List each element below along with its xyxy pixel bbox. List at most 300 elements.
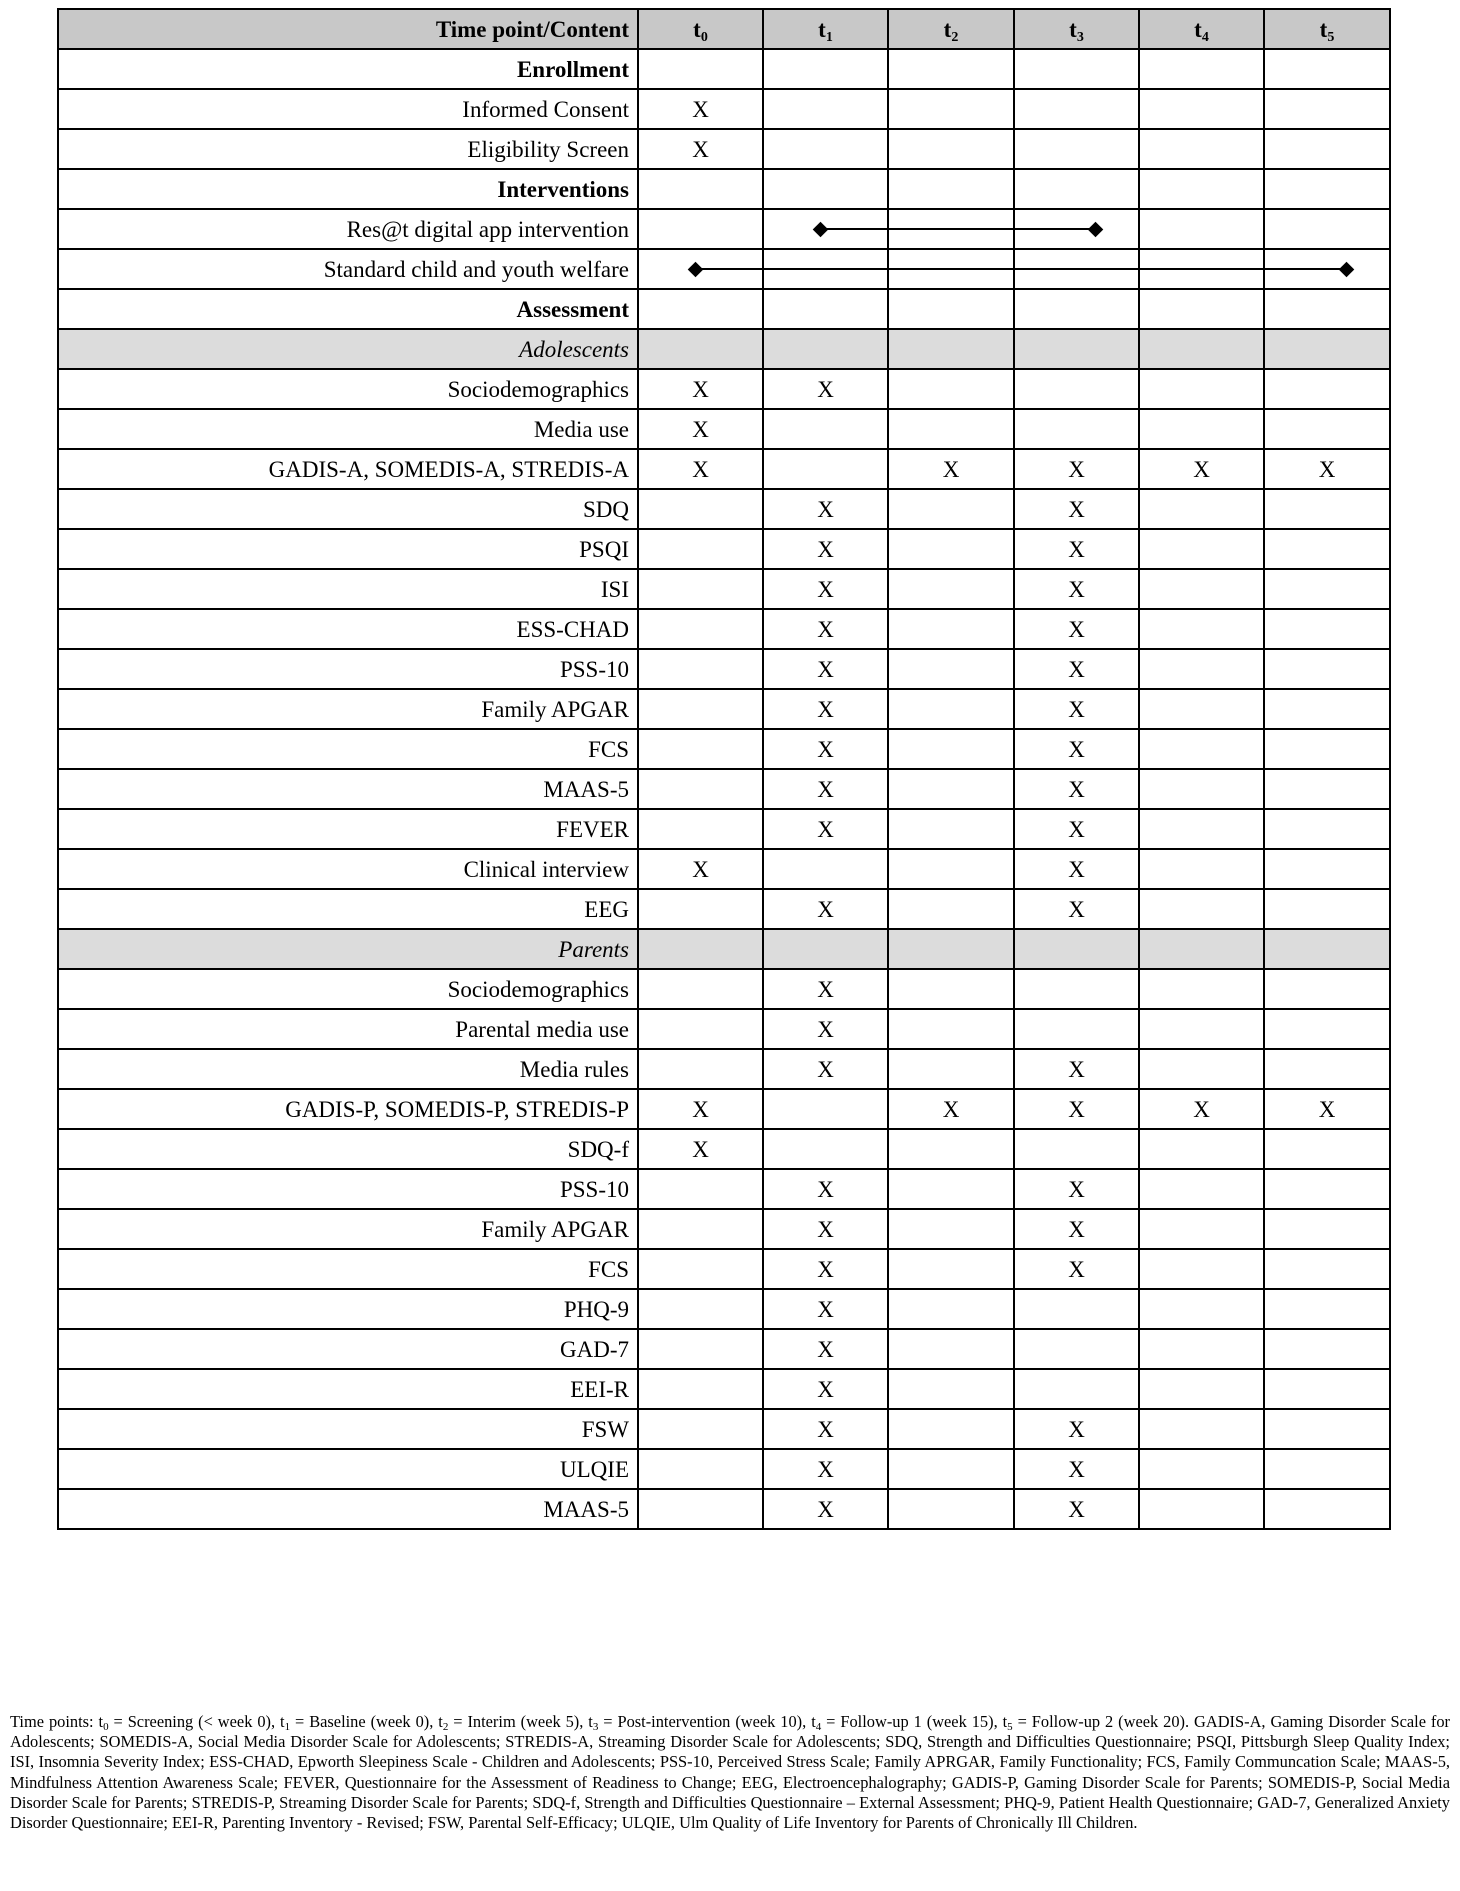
- mark-cell-t1: X: [763, 1289, 888, 1329]
- mark-cell-t2: [888, 89, 1014, 129]
- mark-cell-t4: [1139, 849, 1264, 889]
- mark-cell-t5: [1264, 1009, 1390, 1049]
- timepoint-base: t: [1319, 16, 1328, 42]
- mark-cell-t2: [888, 1329, 1014, 1369]
- mark-cell-t0: [638, 1049, 763, 1089]
- mark-cell-t1: [763, 289, 888, 329]
- mark-cell-t5: [1264, 1369, 1390, 1409]
- mark-cell-t0: [638, 809, 763, 849]
- mark-cell-t3: X: [1014, 529, 1139, 569]
- mark-cell-t3: X: [1014, 1209, 1139, 1249]
- mark-cell-t2: [888, 1049, 1014, 1089]
- header-timepoint-t0: [638, 9, 763, 49]
- table-row: [58, 1209, 1390, 1249]
- mark-cell-t3: X: [1014, 649, 1139, 689]
- mark-cell-t2: [888, 1369, 1014, 1409]
- mark-cell-t3: [1014, 129, 1139, 169]
- mark-cell-t3: [1014, 169, 1139, 209]
- definition-subscript: 3: [592, 1721, 599, 1733]
- table-row: [58, 649, 1390, 689]
- table-row: [58, 1089, 1390, 1129]
- mark-cell-t5: [1264, 1329, 1390, 1369]
- definition-base: t: [438, 1712, 443, 1731]
- item-label: Family APGAR: [58, 1209, 638, 1249]
- item-label: Parental media use: [58, 1009, 638, 1049]
- section-row: [58, 49, 1390, 89]
- mark-cell-t4: [1139, 769, 1264, 809]
- mark-cell-t3: X: [1014, 769, 1139, 809]
- item-label: Family APGAR: [58, 689, 638, 729]
- item-label: PHQ-9: [58, 1289, 638, 1329]
- mark-cell-t0: [638, 1009, 763, 1049]
- mark-cell-t1: X: [763, 1049, 888, 1089]
- mark-cell-t3: X: [1014, 1449, 1139, 1489]
- mark-cell-t5: [1264, 769, 1390, 809]
- mark-cell-t1: X: [763, 369, 888, 409]
- mark-cell-t3: [1014, 929, 1139, 969]
- mark-cell-t2: [888, 769, 1014, 809]
- timepoint-definition: [280, 1712, 438, 1731]
- item-label: SDQ: [58, 489, 638, 529]
- mark-cell-t4: [1139, 729, 1264, 769]
- mark-cell-t1: X: [763, 1409, 888, 1449]
- mark-cell-t1: [763, 929, 888, 969]
- definition-subscript: 1: [284, 1721, 291, 1733]
- mark-cell-t3: [1014, 1329, 1139, 1369]
- table-row: [58, 969, 1390, 1009]
- mark-cell-t2: [888, 289, 1014, 329]
- mark-cell-t0: [638, 49, 763, 89]
- mark-cell-t2: [888, 1009, 1014, 1049]
- item-label: Sociodemographics: [58, 969, 638, 1009]
- mark-cell-t3: X: [1014, 849, 1139, 889]
- timepoint-definition: [811, 1712, 1002, 1731]
- mark-cell-t5: X: [1264, 1089, 1390, 1129]
- mark-cell-t0: [638, 1289, 763, 1329]
- mark-cell-t1: [763, 169, 888, 209]
- definition-base: t: [588, 1712, 593, 1731]
- spirit-schedule-table: [57, 8, 1391, 1530]
- mark-cell-t0: [638, 329, 763, 369]
- mark-cell-t4: [1139, 1129, 1264, 1169]
- mark-cell-t5: [1264, 1049, 1390, 1089]
- mark-cell-t1: [763, 129, 888, 169]
- table-row: [58, 809, 1390, 849]
- mark-cell-t0: X: [638, 129, 763, 169]
- mark-cell-t3: X: [1014, 489, 1139, 529]
- header-timepoint-t4: [1139, 9, 1264, 49]
- mark-cell-t1: [763, 849, 888, 889]
- item-label: Media use: [58, 409, 638, 449]
- mark-cell-t2: [888, 49, 1014, 89]
- mark-cell-t2: [888, 489, 1014, 529]
- mark-cell-t0: X: [638, 1129, 763, 1169]
- mark-cell-t2: [888, 729, 1014, 769]
- mark-cell-t3: [1014, 1289, 1139, 1329]
- mark-cell-t5: [1264, 409, 1390, 449]
- mark-cell-t5: [1264, 529, 1390, 569]
- mark-cell-t0: [638, 729, 763, 769]
- table-row: [58, 1129, 1390, 1169]
- definition-text: = Follow-up 2 (week 20).: [1012, 1712, 1195, 1731]
- mark-cell-t0: [638, 1209, 763, 1249]
- definition-text: = Interim (week 5),: [448, 1712, 589, 1731]
- mark-cell-t5: [1264, 569, 1390, 609]
- mark-cell-t5: [1264, 969, 1390, 1009]
- section-label: Assessment: [58, 289, 638, 329]
- mark-cell-t2: X: [888, 1089, 1014, 1129]
- mark-cell-t1: X: [763, 649, 888, 689]
- mark-cell-t4: [1139, 1049, 1264, 1089]
- timeline-bar: [821, 228, 1096, 230]
- definition-subscript: 5: [1007, 1721, 1013, 1733]
- mark-cell-t4: [1139, 1249, 1264, 1289]
- item-label: SDQ-f: [58, 1129, 638, 1169]
- mark-cell-t3: [1014, 1369, 1139, 1409]
- item-label: Eligibility Screen: [58, 129, 638, 169]
- mark-cell-t3: [1014, 409, 1139, 449]
- item-label: Sociodemographics: [58, 369, 638, 409]
- definition-text: = Baseline (week 0),: [290, 1712, 439, 1731]
- mark-cell-t4: [1139, 1289, 1264, 1329]
- timepoint-subscript: 3: [1076, 29, 1084, 45]
- mark-cell-t4: [1139, 169, 1264, 209]
- header-content-label: Time point/Content: [58, 9, 638, 49]
- mark-cell-t1: X: [763, 729, 888, 769]
- timeline-bar: [696, 268, 1347, 270]
- table-row: [58, 849, 1390, 889]
- mark-cell-t2: [888, 889, 1014, 929]
- table-row: [58, 769, 1390, 809]
- mark-cell-t5: X: [1264, 449, 1390, 489]
- mark-cell-t2: [888, 609, 1014, 649]
- mark-cell-t0: [638, 569, 763, 609]
- mark-cell-t0: X: [638, 89, 763, 129]
- mark-cell-t0: [638, 209, 763, 249]
- header-timepoint-t1: [763, 9, 888, 49]
- mark-cell-t5: [1264, 609, 1390, 649]
- mark-cell-t5: [1264, 489, 1390, 529]
- mark-cell-t5: [1264, 689, 1390, 729]
- mark-cell-t1: [763, 89, 888, 129]
- mark-cell-t0: [638, 529, 763, 569]
- mark-cell-t4: [1139, 929, 1264, 969]
- header-timepoint-t2: [888, 9, 1014, 49]
- mark-cell-t4: [1139, 209, 1264, 249]
- timepoint-definition: [99, 1712, 281, 1731]
- timepoint-base: t: [943, 16, 952, 42]
- mark-cell-t5: [1264, 849, 1390, 889]
- mark-cell-t4: [1139, 889, 1264, 929]
- mark-cell-t2: [888, 1169, 1014, 1209]
- mark-cell-t0: [638, 649, 763, 689]
- mark-cell-t1: X: [763, 1209, 888, 1249]
- item-label: EEI-R: [58, 1369, 638, 1409]
- mark-cell-t5: [1264, 289, 1390, 329]
- mark-cell-t1: X: [763, 1329, 888, 1369]
- item-label: FEVER: [58, 809, 638, 849]
- table-row: [58, 1489, 1390, 1529]
- timepoint-subscript: 5: [1327, 29, 1335, 45]
- mark-cell-t5: [1264, 1209, 1390, 1249]
- mark-cell-t0: [638, 289, 763, 329]
- section-row: [58, 289, 1390, 329]
- group-label: Parents: [58, 929, 638, 969]
- mark-cell-t2: [888, 1209, 1014, 1249]
- item-label: Informed Consent: [58, 89, 638, 129]
- mark-cell-t3: [1014, 1129, 1139, 1169]
- mark-cell-t1: X: [763, 1449, 888, 1489]
- mark-cell-t3: X: [1014, 1409, 1139, 1449]
- mark-cell-t3: X: [1014, 1169, 1139, 1209]
- mark-cell-t3: [1014, 1009, 1139, 1049]
- item-label: MAAS-5: [58, 769, 638, 809]
- mark-cell-t4: [1139, 329, 1264, 369]
- mark-cell-t4: [1139, 1449, 1264, 1489]
- mark-cell-t3: [1014, 329, 1139, 369]
- definition-text: = Follow-up 1 (week 15),: [821, 1712, 1003, 1731]
- timepoint-subscript: 2: [951, 29, 959, 45]
- table-row: [58, 689, 1390, 729]
- mark-cell-t5: [1264, 1409, 1390, 1449]
- mark-cell-t0: [638, 929, 763, 969]
- mark-cell-t1: X: [763, 889, 888, 929]
- header-row: [58, 9, 1390, 49]
- mark-cell-t4: [1139, 409, 1264, 449]
- mark-cell-t2: [888, 1409, 1014, 1449]
- timepoint-definition: [1003, 1712, 1194, 1731]
- table-row: [58, 369, 1390, 409]
- mark-cell-t3: X: [1014, 609, 1139, 649]
- mark-cell-t5: [1264, 329, 1390, 369]
- mark-cell-t4: [1139, 529, 1264, 569]
- mark-cell-t1: X: [763, 609, 888, 649]
- table-row: [58, 889, 1390, 929]
- mark-cell-t1: X: [763, 1169, 888, 1209]
- mark-cell-t2: X: [888, 449, 1014, 489]
- mark-cell-t1: X: [763, 1009, 888, 1049]
- mark-cell-t1: [763, 409, 888, 449]
- mark-cell-t4: [1139, 1489, 1264, 1529]
- mark-cell-t4: [1139, 89, 1264, 129]
- mark-cell-t0: [638, 1249, 763, 1289]
- timepoint-subscript: 4: [1201, 29, 1209, 45]
- group-row: [58, 329, 1390, 369]
- mark-cell-t2: [888, 329, 1014, 369]
- mark-cell-t2: [888, 1289, 1014, 1329]
- mark-cell-t0: [638, 969, 763, 1009]
- header-timepoint-t3: [1014, 9, 1139, 49]
- mark-cell-t4: [1139, 969, 1264, 1009]
- mark-cell-t4: [1139, 1169, 1264, 1209]
- mark-cell-t4: [1139, 689, 1264, 729]
- timepoint-base: t: [818, 16, 826, 42]
- mark-cell-t3: X: [1014, 889, 1139, 929]
- mark-cell-t1: X: [763, 969, 888, 1009]
- section-label: Interventions: [58, 169, 638, 209]
- mark-cell-t2: [888, 1129, 1014, 1169]
- definition-subscript: 4: [815, 1721, 822, 1733]
- mark-cell-t2: [888, 1249, 1014, 1289]
- mark-cell-t5: [1264, 1129, 1390, 1169]
- table-row: [58, 1369, 1390, 1409]
- mark-cell-t0: [638, 689, 763, 729]
- table-row: [58, 89, 1390, 129]
- mark-cell-t4: [1139, 1329, 1264, 1369]
- mark-cell-t2: [888, 569, 1014, 609]
- item-label: FCS: [58, 1249, 638, 1289]
- mark-cell-t5: [1264, 889, 1390, 929]
- timepoint-base: t: [1194, 16, 1202, 42]
- mark-cell-t3: X: [1014, 1089, 1139, 1129]
- mark-cell-t0: X: [638, 369, 763, 409]
- mark-cell-t2: [888, 409, 1014, 449]
- mark-cell-t4: X: [1139, 1089, 1264, 1129]
- mark-cell-t0: [638, 1449, 763, 1489]
- section-row: [58, 169, 1390, 209]
- mark-cell-t3: [1014, 89, 1139, 129]
- mark-cell-t4: [1139, 129, 1264, 169]
- definition-base: t: [1002, 1712, 1008, 1731]
- table-row: [58, 529, 1390, 569]
- item-label: MAAS-5: [58, 1489, 638, 1529]
- item-label: GADIS-A, SOMEDIS-A, STREDIS-A: [58, 449, 638, 489]
- table-row: [58, 1009, 1390, 1049]
- timeline-row: [58, 209, 1390, 249]
- mark-cell-t0: X: [638, 409, 763, 449]
- definition-base: t: [98, 1712, 104, 1731]
- mark-cell-t5: [1264, 129, 1390, 169]
- mark-cell-t4: [1139, 569, 1264, 609]
- item-label: Media rules: [58, 1049, 638, 1089]
- mark-cell-t0: [638, 609, 763, 649]
- mark-cell-t3: [1014, 369, 1139, 409]
- mark-cell-t2: [888, 849, 1014, 889]
- mark-cell-t5: [1264, 1249, 1390, 1289]
- mark-cell-t1: [763, 49, 888, 89]
- footnote-abbreviations: GADIS-A, Gaming Disorder Scale for Adolescents; SOMEDIS-A, Social Media Disorder Scale for Adolescents; STREDIS-A, Streaming Disorder Scale for Adolescents; SDQ, Strength and Difficulties Questionnaire; PSQI, Pittsburgh Sleep Quality Index; ISI, Insomnia Severity Index; ESS-CHAD, Epworth Sleepiness Scale - Children and Adolescents; PSS-10, Perceived Stress Scale; Family APRGAR, Family Functionality; FCS, Family Communcation Scale; MAAS-5, Mindfulness Attention Awareness Scale; FEVER, Questionnaire for the Assessment of Readiness to Change; EEG, Electroencephalography; GADIS-P, Gaming Disorder Scale for Parents; SOMEDIS-P, Social Media Disorder Scale for Parents; STREDIS-P, Streaming Disorder Scale for Parents; SDQ-f, Strength and Difficulties Questionnaire – External Assessment; PHQ-9, Patient Health Questionnaire; GAD-7, Generalized Anxiety Disorder Questionnaire; EEI-R, Parenting Inventory - Revised; FSW, Parental Self-Efficacy; ULQIE, Ulm Quality of Life Inventory for Parents of Chronically Ill Children.: [10, 1712, 1451, 1833]
- mark-cell-t3: [1014, 49, 1139, 89]
- mark-cell-t3: X: [1014, 1049, 1139, 1089]
- definition-base: t: [280, 1712, 285, 1731]
- mark-cell-t5: [1264, 729, 1390, 769]
- mark-cell-t1: X: [763, 489, 888, 529]
- mark-cell-t5: [1264, 1449, 1390, 1489]
- mark-cell-t3: X: [1014, 729, 1139, 769]
- mark-cell-t5: [1264, 649, 1390, 689]
- mark-cell-t3: [1014, 969, 1139, 1009]
- item-label: PSS-10: [58, 1169, 638, 1209]
- table-row: [58, 1249, 1390, 1289]
- mark-cell-t0: [638, 489, 763, 529]
- mark-cell-t1: X: [763, 769, 888, 809]
- mark-cell-t4: [1139, 289, 1264, 329]
- mark-cell-t2: [888, 809, 1014, 849]
- mark-cell-t0: X: [638, 849, 763, 889]
- mark-cell-t0: X: [638, 1089, 763, 1129]
- mark-cell-t4: [1139, 49, 1264, 89]
- mark-cell-t1: X: [763, 569, 888, 609]
- item-label: Clinical interview: [58, 849, 638, 889]
- timeline-label: Res@t digital app intervention: [58, 209, 638, 249]
- mark-cell-t1: X: [763, 1249, 888, 1289]
- section-label: Enrollment: [58, 49, 638, 89]
- mark-cell-t0: [638, 169, 763, 209]
- mark-cell-t4: [1139, 1409, 1264, 1449]
- mark-cell-t0: [638, 1369, 763, 1409]
- footnote-prefix: Time points:: [10, 1712, 99, 1731]
- item-label: GAD-7: [58, 1329, 638, 1369]
- mark-cell-t1: [763, 329, 888, 369]
- table-row: [58, 1449, 1390, 1489]
- group-row: [58, 929, 1390, 969]
- table-row: [58, 1169, 1390, 1209]
- mark-cell-t2: [888, 529, 1014, 569]
- mark-cell-t2: [888, 1449, 1014, 1489]
- table-row: [58, 609, 1390, 649]
- table-row: [58, 569, 1390, 609]
- mark-cell-t4: [1139, 609, 1264, 649]
- table-row: [58, 1329, 1390, 1369]
- definition-text: = Screening (< week 0),: [108, 1712, 281, 1731]
- item-label: ESS-CHAD: [58, 609, 638, 649]
- mark-cell-t1: X: [763, 689, 888, 729]
- mark-cell-t4: [1139, 809, 1264, 849]
- item-label: FCS: [58, 729, 638, 769]
- mark-cell-t5: [1264, 89, 1390, 129]
- item-label: EEG: [58, 889, 638, 929]
- mark-cell-t1: X: [763, 1489, 888, 1529]
- table-row: [58, 1289, 1390, 1329]
- mark-cell-t5: [1264, 809, 1390, 849]
- table-footnote: [10, 1712, 1450, 1833]
- table-row: [58, 449, 1390, 489]
- mark-cell-t0: [638, 889, 763, 929]
- mark-cell-t0: [638, 1489, 763, 1529]
- mark-cell-t3: X: [1014, 449, 1139, 489]
- mark-cell-t5: [1264, 1289, 1390, 1329]
- mark-cell-t1: X: [763, 1369, 888, 1409]
- definition-base: t: [811, 1712, 816, 1731]
- item-label: PSS-10: [58, 649, 638, 689]
- mark-cell-t4: [1139, 1009, 1264, 1049]
- mark-cell-t2: [888, 689, 1014, 729]
- mark-cell-t2: [888, 369, 1014, 409]
- mark-cell-t4: [1139, 1209, 1264, 1249]
- mark-cell-t1: X: [763, 529, 888, 569]
- mark-cell-t0: [638, 1409, 763, 1449]
- mark-cell-t2: [888, 649, 1014, 689]
- mark-cell-t2: [888, 969, 1014, 1009]
- table-row: [58, 129, 1390, 169]
- timepoint-definition: [438, 1712, 588, 1731]
- mark-cell-t3: X: [1014, 689, 1139, 729]
- group-label: Adolescents: [58, 329, 638, 369]
- item-label: FSW: [58, 1409, 638, 1449]
- mark-cell-t4: X: [1139, 449, 1264, 489]
- mark-cell-t2: [888, 169, 1014, 209]
- table-row: [58, 489, 1390, 529]
- table-row: [58, 409, 1390, 449]
- definition-subscript: 0: [103, 1721, 109, 1733]
- mark-cell-t0: X: [638, 449, 763, 489]
- mark-cell-t2: [888, 1489, 1014, 1529]
- timepoint-subscript: 1: [825, 29, 833, 45]
- mark-cell-t4: [1139, 1369, 1264, 1409]
- mark-cell-t3: X: [1014, 1489, 1139, 1529]
- mark-cell-t4: [1139, 369, 1264, 409]
- mark-cell-t1: [763, 449, 888, 489]
